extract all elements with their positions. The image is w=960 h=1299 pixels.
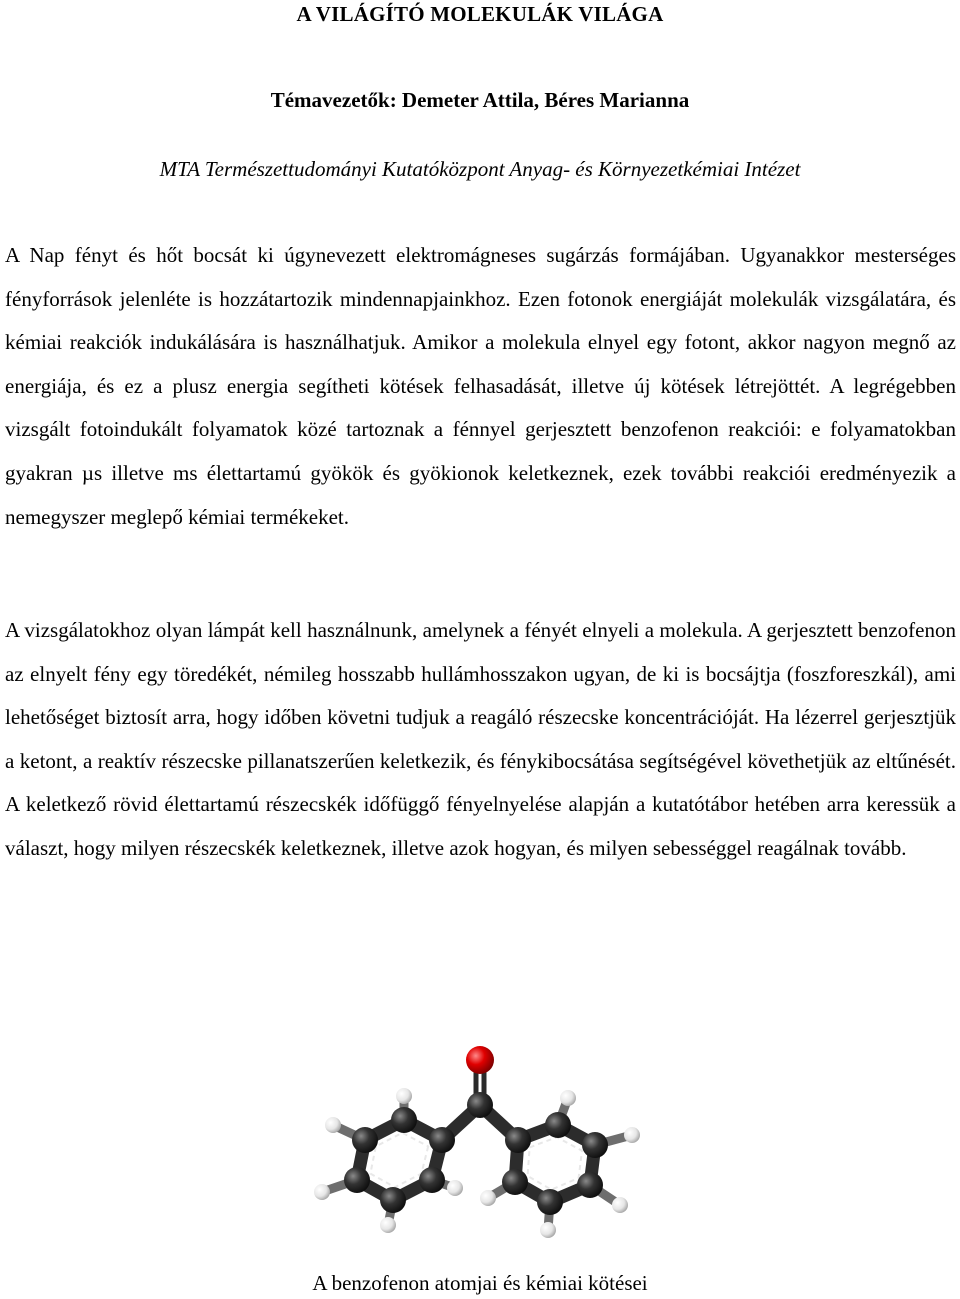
carbon-atom-r1 [505,1127,531,1153]
hydrogen-atom-hl6 [396,1088,412,1104]
carbon-atom-r4 [577,1172,603,1198]
carbon-atom-l2 [419,1167,445,1193]
carbon-atom-r6 [502,1169,528,1195]
hydrogen-atom-hl5 [325,1117,341,1133]
carbon-atom-l6 [391,1107,417,1133]
hydrogen-atom-hl4 [314,1184,330,1200]
benzophenone-molecule-figure [300,1040,660,1250]
hydrogen-atom-hr4 [612,1197,628,1213]
oxygen-atom-o [466,1046,494,1074]
benzophenone-ball-and-stick-model [300,1040,660,1250]
hydrogen-atom-hr6 [480,1190,496,1206]
hydrogen-atom-hr3 [624,1127,640,1143]
hydrogen-atom-hl2 [447,1180,463,1196]
carbon-atom-r5 [537,1189,563,1215]
hydrogen-atom-hl3 [380,1217,396,1233]
figure-caption: A benzofenon atomjai és kémiai kötései [312,1271,648,1295]
carbon-atom-l3 [380,1187,406,1213]
hydrogen-atom-hr5 [540,1222,556,1238]
supervisors-line: Témavezetők: Demeter Attila, Béres Marianna [270,88,690,112]
body-paragraph-1: A Nap fényt és hőt bocsát ki úgynevezett elektromágneses sugárzás formájában. Ugyanakkor mesterséges fényforrások jelenléte is hozzátartozik mindennapjainkhoz. Ezen fotonok energiáját molekulák vizsgálatára, és kémiai reakciók indukálására is használhatjuk. Amikor a molekula elnyel egy fotont, akkor nagyon megnő az energiája, és ez a plusz energia segítheti kötések felhasadását, illetve új kötések létrejöttét. A legrégebben vizsgált fotoindukált folyamatok közé tartoznak a fénnyel gerjesztett benzofenon reakciói: e folyamatokban gyakran µs illetve ms élettartamú gyökök és gyökionok keletkeznek, ezek további reakciói eredményezik a nemegyszer meglepő kémiai termékeket. [5,243,956,529]
carbon-atom-l1 [429,1127,455,1153]
carbon-atom-r3 [582,1132,608,1158]
hydrogen-atom-hr2 [560,1090,576,1106]
carbon-atom-l5 [352,1127,378,1153]
institute-line: MTA Természettudományi Kutatóközpont Anyag- és Környezetkémiai Intézet [159,157,801,181]
right-ring-aromatic-dashes [528,1137,582,1189]
carbon-atom-c0 [467,1092,493,1118]
body-paragraph-2: A vizsgálatokhoz olyan lámpát kell használnunk, amelynek a fényét elnyeli a molekula. A gerjesztett benzofenon az elnyelt fény egy töredékét, némileg hosszabb hullámhosszakon ugyan, de ki is bocsájtja (foszforeszkál), ami lehetőséget biztosít arra, hogy időben követni tudjuk a reagáló részecske koncentrációját. Ha lézerrel gerjesztjük a ketont, a reaktív részecske pillanatszerűen keletkezik, és fénykibocsátása segítségével követhetjük az eltűnését. A keletkező rövid élettartamú részecskék időfüggő fényelnyelése alapján a kutatótábor hetében arra keressük a választ, hogy milyen részecskék keletkeznek, illetve azok hogyan, és milyen sebességgel reagálnak tovább. [5,618,956,860]
carbon-atom-r2 [545,1112,571,1138]
document-title: A VILÁGÍTÓ MOLEKULÁK VILÁGA [296,2,664,26]
aromatic-ring-dashes [370,1133,582,1190]
carbon-atom-l4 [344,1167,370,1193]
